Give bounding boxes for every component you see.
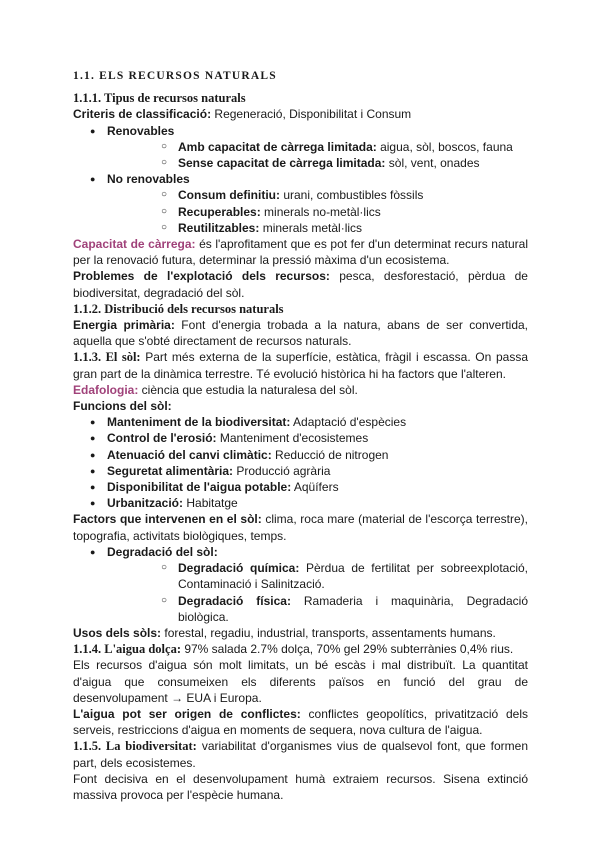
list-item: ● Degradació del sòl: ○ Degradació química: Pèrdua de fertilitat per sobreexplotació, Contaminació i Salinització. ○ Degradació física: Ramaderia i maquinària, Degradació biològica.	[73, 544, 528, 625]
list-item: ○ Sense capacitat de càrrega limitada: sòl, vent, onades	[107, 155, 528, 171]
usos-line: Usos dels sòls: forestal, regadiu, industrial, transports, assentaments humans.	[73, 625, 496, 640]
edafologia-line: Edafologia: ciència que estudia la naturalesa del sòl.	[73, 382, 358, 397]
capacitat-paragraph: Capacitat de càrrega: és l'aprofitament que es pot fer d'un determinat recurs natural per la renovació futura, determinar la pressió màxima d'un ecosistema.	[73, 237, 528, 268]
list-item: ○ Degradació química: Pèrdua de fertilitat per sobreexplotació, Contaminació i Salinització.	[107, 560, 528, 592]
list-item: ○ Amb capacitat de càrrega limitada: aigua, sòl, boscos, fauna	[107, 139, 528, 155]
list-item: ● Disponibilitat de l'aigua potable: Aqüífers	[73, 479, 528, 495]
factors-paragraph: Factors que intervenen en el sòl: clima, roca mare (material de l'escorça terrestre), topografia, activitats biològiques, temps.	[73, 512, 528, 543]
extincio-paragraph: Font decisiva en el desenvolupament humà extraiem recursos. Sisena extinció massiva provoca per l'espècie humana.	[73, 771, 528, 802]
criteris-line: Criteris de classificació: Regeneració, Disponibilitat i Consum	[73, 107, 412, 122]
list-item: ● Renovables ○ Amb capacitat de càrrega limitada: aigua, sòl, boscos, fauna ○ Sense capacitat de càrrega limitada: sòl, vent, onades	[73, 123, 528, 172]
renovables-list	[73, 123, 528, 236]
document-page	[73, 68, 528, 803]
list-item: ○ Reutilitzables: minerals metàl·lics	[107, 220, 528, 236]
page-title: 1.1. ELS RECURSOS NATURALS	[73, 70, 277, 82]
problemes-paragraph: Problemes de l'explotació dels recursos: pesca, desforestació, pèrdua de biodiversitat, degradació del sòl.	[73, 269, 528, 300]
sol-paragraph: 1.1.3. El sòl: Part més externa de la superfície, estàtica, fràgil i escassa. On passa gran part de la dinàmica terrestre. Té evolució històrica hi ha factors que l'alteren.	[73, 350, 528, 381]
list-item: ○ Consum definitiu: urani, combustibles fòssils	[107, 187, 528, 203]
list-item: ● Atenuació del canvi climàtic: Reducció de nitrogen	[73, 447, 528, 463]
energia-paragraph: Energia primària: Font d'energia trobada a la natura, abans de ser convertida, aquella que s'obté directament de recursos naturals.	[73, 318, 528, 349]
list-item: ● Urbanització: Habitatge	[73, 495, 528, 511]
list-item: ○ Recuperables: minerals no-metàl·lics	[107, 204, 528, 220]
list-item: ● Manteniment de la biodiversitat: Adaptació d'espècies	[73, 414, 528, 430]
heading-1-1-2: 1.1.2. Distribució dels recursos naturals	[73, 301, 284, 316]
funcions-list	[73, 414, 528, 511]
aigua-paragraph: Els recursos d'aigua són molt limitats, un bé escàs i mal distribuït. La quantitat d'aigua que consumeixen els diferents països en funció del grau de desenvolupament → EUA i Europa.	[73, 658, 528, 705]
list-item: ● Seguretat alimentària: Producció agrària	[73, 463, 528, 479]
list-item: ● Control de l'erosió: Manteniment d'ecosistemes	[73, 430, 528, 446]
aigua-heading-line: 1.1.4. L'aigua dolça: 97% salada 2.7% dolça, 70% gel 29% subterrànies 0,4% rius.	[73, 642, 514, 657]
list-item: ● No renovables ○ Consum definitiu: urani, combustibles fòssils ○ Recuperables: minerals no-metàl·lics ○ Reutilitzables: minerals metàl·lics	[73, 171, 528, 236]
conflictes-paragraph: L'aigua pot ser origen de conflictes: conflictes geopolítics, privatització dels serveis, restriccions d'aigua en moments de sequera, nova cultura de l'aigua.	[73, 706, 528, 738]
list-item: ○ Degradació física: Ramaderia i maquinària, Degradació biològica.	[107, 593, 528, 625]
funcions-heading: Funcions del sòl:	[73, 399, 172, 414]
biodiversitat-paragraph: 1.1.5. La biodiversitat: variabilitat d'organismes vius de qualsevol font, que formen part, dels ecosistemes.	[73, 739, 528, 770]
heading-1-1-1: 1.1.1. Tipus de recursos naturals	[73, 91, 246, 106]
degradacio-list	[73, 544, 528, 625]
